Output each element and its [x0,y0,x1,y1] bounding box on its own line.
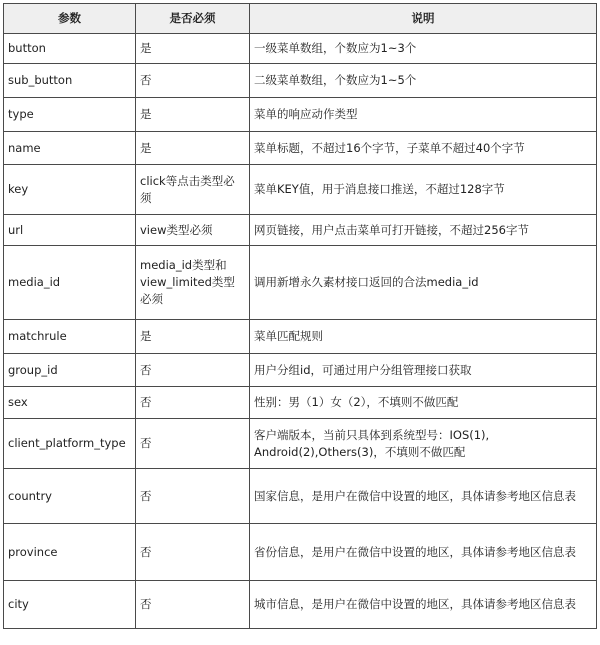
parameter-table [3,3,597,629]
table-row [4,165,597,215]
param-cell: button [4,34,136,64]
required-cell: 是 [136,34,250,64]
param-cell: client_platform_type [4,419,136,469]
required-cell: 否 [136,469,250,524]
required-cell: media_id类型和view_limited类型必须 [136,246,250,320]
description-cell: 网页链接，用户点击菜单可打开链接，不超过256字节 [250,215,597,246]
required-cell: 是 [136,98,250,132]
param-cell: country [4,469,136,524]
param-cell: media_id [4,246,136,320]
header-description: 说明 [250,4,597,34]
param-cell: sex [4,387,136,419]
description-cell: 二级菜单数组，个数应为1~5个 [250,64,597,98]
required-cell: 否 [136,64,250,98]
required-cell: 否 [136,581,250,629]
table-row [4,524,597,581]
description-cell: 客户端版本，当前只具体到系统型号：IOS(1), Android(2),Others(3)，不填则不做匹配 [250,419,597,469]
table-row [4,246,597,320]
param-cell: key [4,165,136,215]
description-cell: 用户分组id，可通过用户分组管理接口获取 [250,354,597,387]
required-cell: 否 [136,354,250,387]
required-cell: 否 [136,387,250,419]
table-row [4,320,597,354]
table-row [4,132,597,165]
description-cell: 菜单匹配规则 [250,320,597,354]
description-cell: 菜单的响应动作类型 [250,98,597,132]
header-param: 参数 [4,4,136,34]
param-cell: matchrule [4,320,136,354]
param-cell: url [4,215,136,246]
table-row [4,34,597,64]
table-row [4,98,597,132]
table-row [4,64,597,98]
required-cell: view类型必须 [136,215,250,246]
table-row [4,469,597,524]
header-required: 是否必须 [136,4,250,34]
description-cell: 一级菜单数组，个数应为1~3个 [250,34,597,64]
param-cell: type [4,98,136,132]
description-cell: 城市信息，是用户在微信中设置的地区，具体请参考地区信息表 [250,581,597,629]
description-cell: 省份信息，是用户在微信中设置的地区，具体请参考地区信息表 [250,524,597,581]
table-header-row [4,4,597,34]
required-cell: 是 [136,132,250,165]
param-cell: group_id [4,354,136,387]
required-cell: 是 [136,320,250,354]
param-cell: city [4,581,136,629]
description-cell: 菜单标题，不超过16个字节，子菜单不超过40个字节 [250,132,597,165]
description-cell: 菜单KEY值，用于消息接口推送，不超过128字节 [250,165,597,215]
required-cell: 否 [136,419,250,469]
table-row [4,581,597,629]
table-row [4,215,597,246]
table-row [4,354,597,387]
description-cell: 调用新增永久素材接口返回的合法media_id [250,246,597,320]
required-cell: click等点击类型必须 [136,165,250,215]
description-cell: 性别：男（1）女（2），不填则不做匹配 [250,387,597,419]
param-cell: province [4,524,136,581]
table-row [4,419,597,469]
table-row [4,387,597,419]
param-cell: sub_button [4,64,136,98]
param-cell: name [4,132,136,165]
required-cell: 否 [136,524,250,581]
description-cell: 国家信息，是用户在微信中设置的地区，具体请参考地区信息表 [250,469,597,524]
